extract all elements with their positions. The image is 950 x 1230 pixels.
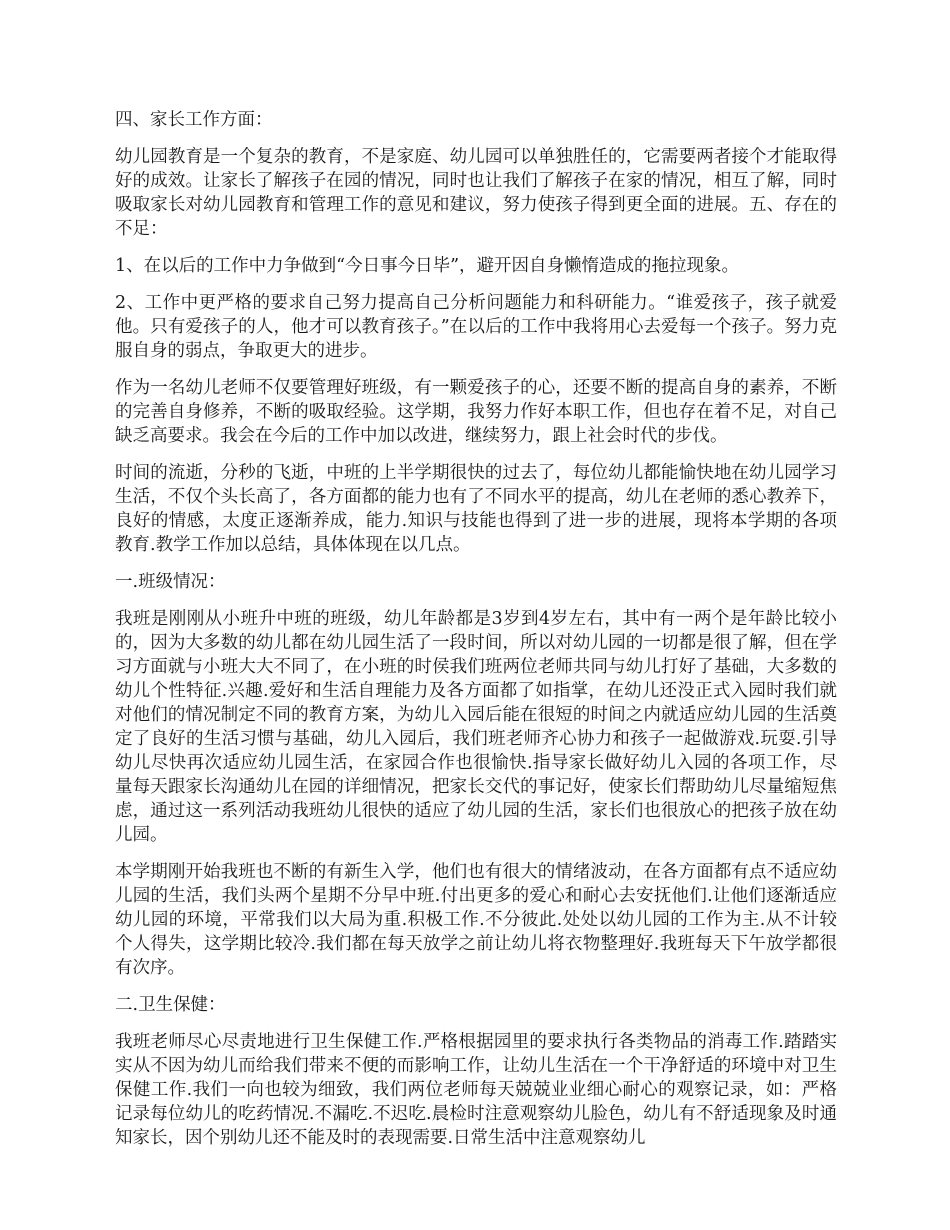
paragraph-new-students: 本学期刚开始我班也不断的有新生入学，他们也有很大的情绪波动，在各方面都有点不适应幼儿园的生活，我们头两个星期不分早中班.付出更多的爱心和耐心去安抚他们.让他们逐渐适应幼儿园的环境，平常我们以大局为重.积极工作.不分彼此.处处以幼儿园的工作为主.从不计较个人得失，这学期比较冷.我们都在每天放学之前让幼儿将衣物整理好.我班每天下午放学都很有次序。	[115, 862, 837, 978]
section-heading-health-care: 二.卫生保健：	[115, 995, 226, 1015]
section-heading-parent-work: 四、家长工作方面：	[115, 110, 273, 130]
paragraph-health-care: 我班老师尽心尽责地进行卫生保健工作.严格根据园里的要求执行各类物品的消毒工作.踏踏实实从不因为幼儿而给我们带来不便的而影响工作，让幼儿生活在一个干净舒适的环境中对卫生保健工作.我们一向也较为细致，我们两位老师每天兢兢业业细心耐心的观察记录，如：严格记录每位幼儿的吃药情况.不漏吃.不迟吃.晨检时注意观察幼儿脸色，幼儿有不舒适现象及时通知家长，因个别幼儿还不能及时的表现需要.日常生活中注意观察幼儿	[115, 1032, 837, 1148]
section-heading-class-situation: 一.班级情况：	[115, 572, 226, 592]
document-body	[115, 108, 837, 1163]
paragraph-parent-work: 幼儿园教育是一个复杂的教育，不是家庭、幼儿园可以单独胜任的，它需要两者接个才能取得好的成效。让家长了解孩子在园的情况，同时也让我们了解孩子在家的情况，相互了解，同时吸取家长对幼儿园教育和管理工作的意见和建议，努力使孩子得到更全面的进展。五、存在的不足：	[115, 147, 837, 239]
paragraph-class-situation: 我班是刚刚从小班升中班的班级，幼儿年龄都是3岁到4岁左右，其中有一两个是年龄比较小的，因为大多数的幼儿都在幼儿园生活了一段时间，所以对幼儿园的一切都是很了解，但在学习方面就与小班大大不同了，在小班的时侯我们班两位老师共同与幼儿打好了基础，大多数的幼儿个性特征.兴趣.爱好和生活自理能力及各方面都了如指掌，在幼儿还没正式入园时我们就对他们的情况制定不同的教育方案，为幼儿入园后能在很短的时间之内就适应幼儿园的生活奠定了良好的生活习惯与基础，幼儿入园后，我们班老师齐心协力和孩子一起做游戏.玩耍.引导幼儿尽快再次适应幼儿园生活，在家园合作也很愉快.指导家长做好幼儿入园的各项工作，尽量每天跟家长沟通幼儿在园的详细情况，把家长交代的事记好，使家长们帮助幼儿尽量缩短焦虑，通过这一系列活动我班幼儿很快的适应了幼儿园的生活，家长们也很放心的把孩子放在幼儿园。	[115, 609, 837, 845]
paragraph-semester-intro: 时间的流逝，分秒的飞逝，中班的上半学期很快的过去了，每位幼儿都能愉快地在幼儿园学习生活，不仅个头长高了，各方面都的能力也有了不同水平的提高，幼儿在老师的悉心教养下，良好的情感，太度正逐渐养成，能力.知识与技能也得到了进一步的进展，现将本学期的各项教育.教学工作加以总结，具体体现在以几点。	[115, 463, 837, 555]
paragraph-self-improvement: 作为一名幼儿老师不仅要管理好班级，有一颗爱孩子的心，还要不断的提高自身的素养，不断的完善自身修养，不断的吸取经验。这学期，我努力作好本职工作，但也存在着不足，对自己缺乏高要求。我会在今后的工作中加以改进，继续努力，跟上社会时代的步伐。	[115, 378, 837, 446]
list-item-2: 2、工作中更严格的要求自己努力提高自己分析问题能力和科研能力。“谁爱孩子，孩子就爱他。只有爱孩子的人，他才可以教育孩子。”在以后的工作中我将用心去爱每一个孩子。努力克服自身的弱点，争取更大的进步。	[115, 293, 837, 361]
list-item-1: 1、在以后的工作中力争做到“今日事今日毕”，避开因自身懒惰造成的拖拉现象。	[115, 256, 740, 276]
